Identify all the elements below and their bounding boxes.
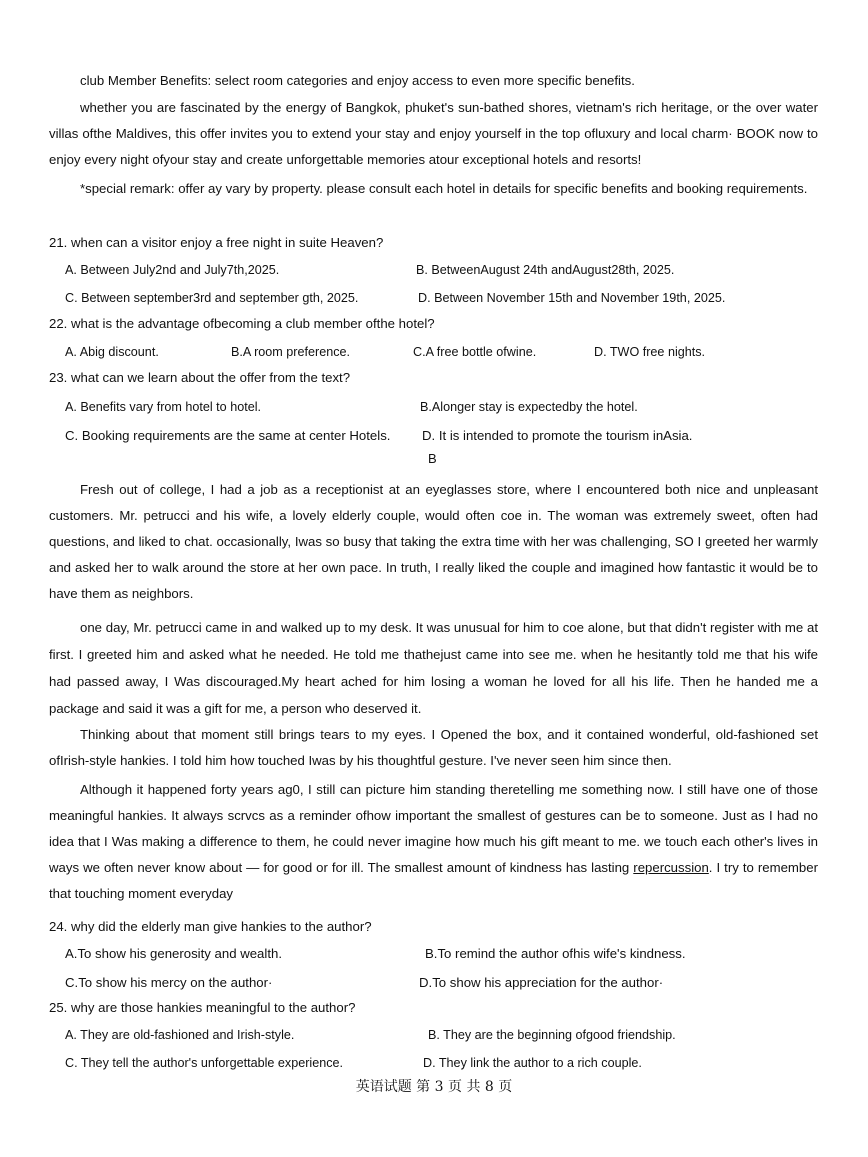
question-21-option-d: D. Between November 15th and November 19th, 2025.	[418, 291, 726, 305]
question-25-option-a: A. They are old-fashioned and Irish-style.	[65, 1028, 295, 1042]
question-23-stem: 23. what can we learn about the offer from the text?	[49, 370, 351, 385]
section-b-heading: B	[428, 451, 437, 466]
question-24-stem: 24. why did the elderly man give hankies to the author?	[49, 919, 372, 934]
question-21-stem: 21. when can a visitor enjoy a free night in suite Heaven?	[49, 235, 384, 250]
passage-b-paragraph-3: Thinking about that moment still brings tears to my eyes. I Opened the box, and it contained wonderful, old-fashioned set ofIrish-style hankies. I told him how touched Iwas by his thoughtful gesture. I've never seen him since then.	[49, 727, 818, 768]
question-25-option-d: D. They link the author to a rich couple.	[423, 1056, 642, 1070]
question-23-option-a: A. Benefits vary from hotel to hotel.	[65, 400, 261, 414]
question-22-option-b: B.A room preference.	[231, 345, 351, 359]
question-23-option-d: D. It is intended to promote the tourism inAsia.	[422, 428, 693, 443]
question-22-option-d: D. TWO free nights.	[594, 345, 706, 359]
paragraph-4-main-text: Although it happened forty years ag0, I still can picture him standing theretelling me something now. I still have one of those meaningful hankies. It always scrvcs as a reminder ofhow important the smallest of gestures can be to someone. Just as I had no idea that I Was making a difference to them, he could never imagine how much his gift meant to me. we touch each other's lives in ways we often never know about — for good or for ill. The smallest amount of kindness has lasting	[49, 782, 818, 875]
underlined-word-repercussion: repercussion	[633, 860, 709, 875]
question-25-option-b: B. They are the beginning ofgood friendship.	[428, 1028, 676, 1042]
passage-b-paragraph-2: one day, Mr. petrucci came in and walked up to my desk. It was unusual for him to coe alone, but that didn't register with me at first. I greeted him and asked what he needed. He told me thathejust came into see me. when he hesitantly told me that his wife had passed away, I Was discouraged.My heart ached for him losing a woman he loved for all his life. Then he handed me a package and said it was a gift for me, a person who deserved it.	[49, 620, 818, 716]
question-23-option-b: B.Alonger stay is expectedby the hotel.	[420, 400, 638, 414]
passage-a-paragraph-2: whether you are fascinated by the energy of Bangkok, phuket's sun-bathed shores, vietnam's rich heritage, or the over water villas ofthe Maldives, this offer invites you to extend your stay and enjoy yourself in the top ofluxury and local charm· BOOK now to enjoy every night ofyour stay and create unforgettable memories atour exceptional hotels and resorts!	[49, 100, 818, 167]
question-24-option-d: D.To show his appreciation for the author·	[419, 975, 664, 990]
question-21-option-b: B. BetweenAugust 24th andAugust28th, 2025.	[416, 263, 675, 277]
question-21-option-a: A. Between July2nd and July7th,2025.	[65, 263, 280, 277]
question-24-option-a: A.To show his generosity and wealth.	[65, 946, 282, 961]
paragraph-4-ending: . I try to remember that touching moment everyday	[49, 860, 818, 901]
question-25-option-c: C. They tell the author's unforgettable experience.	[65, 1056, 344, 1070]
question-23-option-c: C. Booking requirements are the same at center Hotels.	[65, 428, 391, 443]
question-22-stem: 22. what is the advantage ofbecoming a club member ofthe hotel?	[49, 316, 435, 331]
question-25-stem: 25. why are those hankies meaningful to the author?	[49, 1000, 356, 1015]
passage-b-paragraph-1: Fresh out of college, I had a job as a receptionist at an eyeglasses store, where I encountered both nice and unpleasant customers. Mr. petrucci and his wife, a lovely elderly couple, would often coe in. The woman was extremely sweet, often had questions, and liked to chat. occasionally, Iwas so busy that taking the extra time with her was challenging, SO I greeted her warmly and asked her to walk around the store at her own pace. In truth, I really liked the couple and imagined how fantastic it would be to have them as neighbors.	[49, 482, 818, 601]
passage-a-paragraph-1: club Member Benefits: select room categories and enjoy access to even more specific benefits.	[80, 73, 635, 88]
question-22-option-a: A. Abig discount.	[65, 345, 159, 359]
passage-a-special-remark: *special remark: offer ay vary by property. please consult each hotel in details for specific benefits and booking requirements.	[80, 181, 808, 196]
question-24-option-b: B.To remind the author ofhis wife's kindness.	[425, 946, 686, 961]
passage-b-paragraph-4	[49, 777, 818, 907]
question-21-option-c: C. Between september3rd and september gth, 2025.	[65, 291, 359, 305]
page-footer: 英语试题 第 3 页 共 8 页	[355, 1079, 513, 1095]
question-22-option-c: C.A free bottle ofwine.	[413, 345, 537, 359]
question-24-option-c: C.To show his mercy on the author·	[65, 975, 273, 990]
